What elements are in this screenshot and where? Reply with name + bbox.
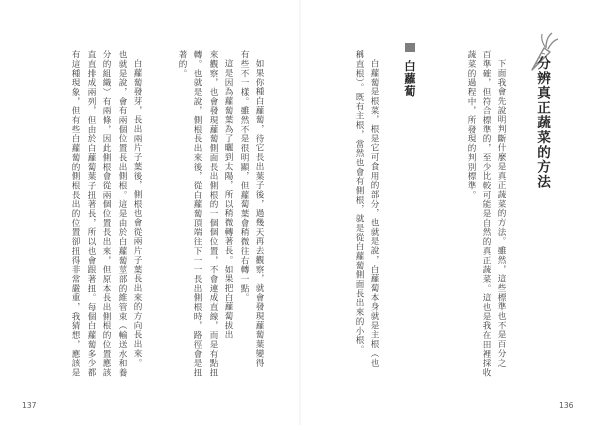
page-number-left: 137 [22, 401, 37, 410]
book-gutter [299, 0, 301, 425]
body-text-line: 有這種現象，但有些白蘿蔔的側根長出的位置卻扭得非常嚴重，我猜想，應該是 [70, 50, 80, 378]
intro-paragraph-line: 下面我會先說明判斷什麼是真正蔬菜的方法。雖然，這些標準也不是百分之 [496, 59, 506, 368]
body-text-line: 來觀察，也會發現蘿蔔側面長出側根的一個個位置，不會連成直線，而是有點扭 [208, 50, 218, 378]
page-heading: 分辨真正蔬菜的方法 [534, 56, 550, 190]
section-paragraph-line: 白蘿蔔是根菜，根是它可食用的部分，也就是說，白蘿蔔本身就是主根（也 [369, 59, 379, 368]
section-subheading: 白蘿蔔 [403, 60, 417, 98]
body-text-line: 直直排成兩列，但由於白蘿蔔葉子扭著長，所以也會跟著扭。每個白蘿蔔多少都 [86, 50, 96, 378]
body-text-line: 這是因為蘿蔔葉為了曬到太陽，所以稍微轉著長。如果把白蘿蔔拔出 [223, 59, 233, 340]
body-text-line: 有些不一樣。雖然不是很明顯，但蘿蔔葉會稍微往右轉一點。 [239, 50, 249, 303]
body-text-line: 分的組織）有兩條，因此側根會從兩個位置長出來，但原本長出側根的位置應該 [101, 50, 111, 378]
body-text-line: 白蘿蔔發芽，長出兩片子葉後，側根也會從兩片子葉長出來的方向長出來。 [132, 59, 142, 368]
section-paragraph-line: 稱直根）。既有主根，當然也會有側根，就是從白蘿蔔側面長出來的小根。 [354, 50, 364, 355]
intro-paragraph-line: 蔬菜的過程中，所發現的判別標準。 [466, 50, 476, 200]
body-text-line: 著的。 [177, 50, 187, 79]
body-text-line: 轉。也就是說，側根長出來後，從白蘿蔔頂端往下一一長出側根時，路徑會是扭 [192, 50, 202, 378]
body-text-line: 也就是說，會有兩個位置長出側根。這是由於白蘿蔔莖部的維管束（輸送水和養 [117, 50, 127, 378]
intro-paragraph-line: 百準確，但符合標準的，至少比較可能是自然的真正蔬菜。這也是我在田裡採收 [481, 50, 491, 378]
page-number-right: 136 [559, 401, 574, 410]
subheading-marker [405, 43, 415, 52]
body-text-line: 如果你種白蘿蔔，待它長出葉子後，過幾天再去觀察，就會發現蘿蔔葉變得 [254, 59, 264, 368]
